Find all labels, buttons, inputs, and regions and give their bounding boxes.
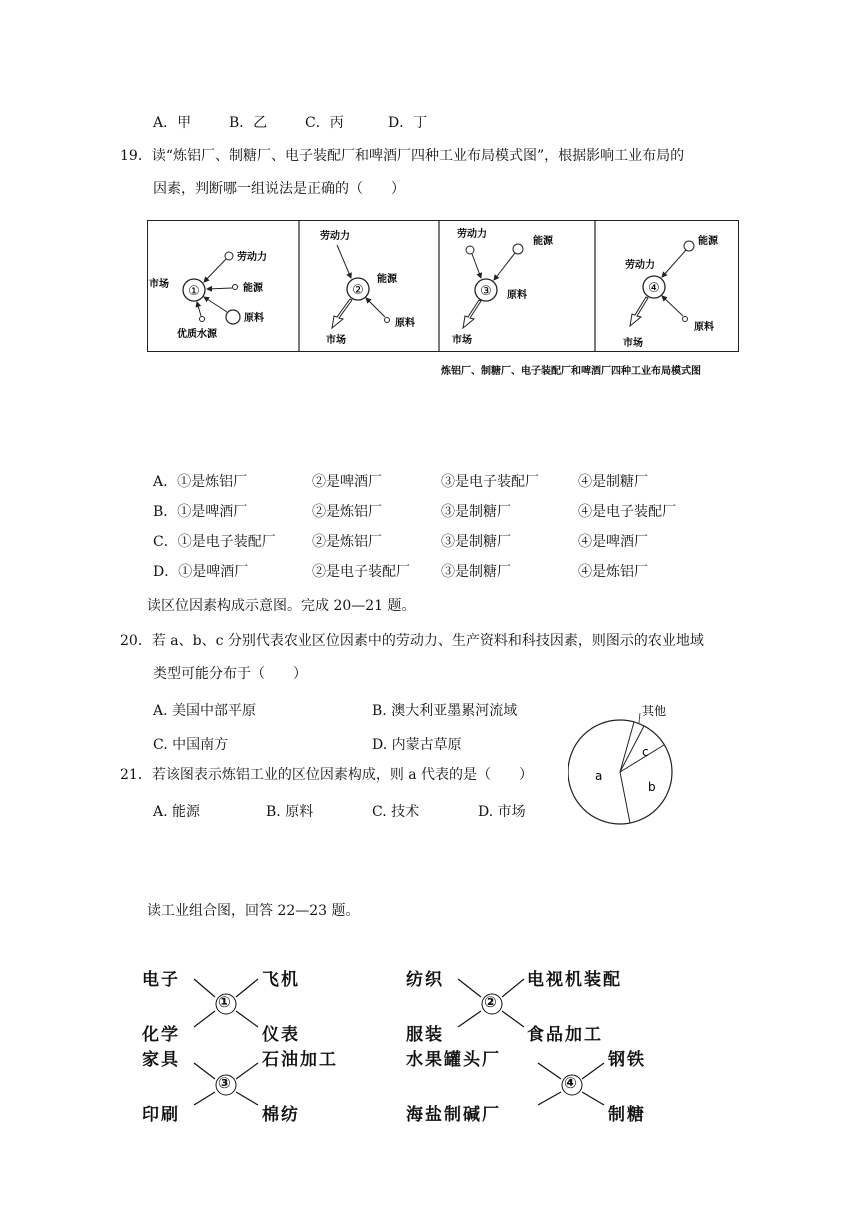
combo1-top-left: 电子 — [142, 970, 180, 990]
panel2-energy-label: 能源 — [377, 274, 397, 285]
q19-option-b-1: B．①是啤酒厂 — [153, 504, 248, 520]
q20-stem-line2: 类型可能分布于（ ） — [153, 666, 307, 682]
q21-option-d: D. 市场 — [478, 804, 526, 820]
q21-option-a: A. 能源 — [153, 804, 201, 820]
panel3-output-arrow — [463, 300, 481, 328]
combo3-bottom-right: 棉纺 — [262, 1105, 300, 1125]
combo2-top-right: 电视机装配 — [527, 970, 622, 990]
combo4-num: ④ — [564, 1074, 577, 1092]
panel3-material-label: 原料 — [507, 290, 527, 301]
pie-label-b: b — [648, 780, 656, 794]
pie-label-other: 其他 — [642, 704, 667, 718]
combo1-bottom-right: 仪表 — [262, 1025, 300, 1045]
q19-option-d-1: D．①是啤酒厂 — [153, 564, 249, 580]
combo2-top-left: 纺织 — [406, 970, 444, 990]
panel2-labor-label: 劳动力 — [320, 231, 350, 242]
q19-stem-line2: 因素，判断哪一组说法是正确的（ ） — [153, 181, 405, 197]
q19-option-c-4: ④是啤酒厂 — [578, 534, 648, 550]
panel1-material-label: 原料 — [244, 313, 264, 324]
panel1-market-label: 市场 — [149, 279, 169, 290]
q19-option-d-4: ④是炼铝厂 — [578, 564, 648, 580]
panel4-market-label: 市场 — [623, 338, 643, 349]
intro-20-21: 读区位因素构成示意图。完成 20—21 题。 — [147, 598, 416, 614]
q19-option-a-2: ②是啤酒厂 — [312, 474, 382, 490]
combo1-top-right: 飞机 — [262, 970, 300, 990]
panel1-energy-label: 能源 — [243, 283, 263, 294]
combo2-num: ② — [484, 993, 497, 1011]
combo3-top-right: 石油加工 — [262, 1050, 338, 1070]
q18-option-a: A．甲 — [153, 115, 192, 131]
q19-option-c-3: ③是制糖厂 — [441, 534, 511, 550]
combo1-num: ① — [218, 993, 231, 1011]
combo3-bottom-left: 印刷 — [142, 1105, 180, 1125]
q19-option-d-2: ②是电子装配厂 — [312, 564, 410, 580]
panel3-num: ③ — [480, 284, 492, 299]
combo2-bottom-right: 食品加工 — [527, 1025, 603, 1045]
q18-option-b: B．乙 — [229, 115, 268, 131]
intro-22-23: 读工业组合图，回答 22—23 题。 — [147, 903, 360, 919]
q19-option-b-2: ②是炼铝厂 — [312, 504, 382, 520]
panel3-energy-label: 能源 — [533, 236, 553, 247]
layout-model-figure — [147, 220, 739, 352]
q19-stem-line1: 19．读“炼铝厂、制糖厂、电子装配厂和啤酒厂四种工业布局模式图”，根据影响工业布局的 — [120, 148, 685, 164]
q19-option-a-3: ③是电子装配厂 — [441, 474, 539, 490]
pie-label-a: a — [595, 769, 603, 783]
combo4-bottom-right: 制糖 — [608, 1105, 646, 1125]
combo1-bottom-left: 化学 — [142, 1025, 180, 1045]
q19-option-a-4: ④是制糖厂 — [578, 474, 648, 490]
combo4-bottom-left: 海盐制碱厂 — [406, 1105, 501, 1125]
q20-option-d: D. 内蒙古草原 — [372, 737, 462, 753]
q20-stem-line1: 20．若 a、b、c 分别代表农业区位因素中的劳动力、生产资料和科技因素，则图示的农业地域 — [120, 633, 704, 649]
layout-model-svg — [147, 220, 739, 352]
combo2-bottom-left: 服装 — [406, 1025, 444, 1045]
q19-option-b-3: ③是制糖厂 — [441, 504, 511, 520]
q18-option-d: D．丁 — [388, 115, 428, 131]
combo4-top-right: 钢铁 — [608, 1050, 646, 1070]
q20-option-a: A. 美国中部平原 — [153, 703, 257, 719]
panel4-num: ④ — [648, 281, 660, 296]
panel4-labor-label: 劳动力 — [625, 260, 655, 271]
panel3-labor-label: 劳动力 — [457, 229, 487, 240]
panel4-material-label: 原料 — [694, 322, 714, 333]
combo4-top-left: 水果罐头厂 — [406, 1050, 501, 1070]
panel3-market-label: 市场 — [452, 335, 472, 346]
combo3-num: ③ — [218, 1074, 231, 1092]
panel4-output-arrow — [630, 297, 648, 326]
panel2-output-arrow — [332, 299, 352, 328]
q19-option-a-1: A．①是炼铝厂 — [153, 474, 248, 490]
location-factor-pie — [568, 700, 718, 850]
q21-option-b: B. 原料 — [266, 804, 314, 820]
q21-option-c: C. 技术 — [372, 804, 420, 820]
panel4-energy-label: 能源 — [698, 236, 718, 247]
panel1-water-label: 优质水源 — [177, 329, 217, 340]
q19-option-c-1: C．①是电子装配厂 — [153, 534, 276, 550]
q20-option-b: B. 澳大利亚墨累河流域 — [372, 703, 518, 719]
panel2-num: ② — [352, 283, 364, 298]
pie-label-c: c — [642, 745, 649, 759]
q19-option-c-2: ②是炼铝厂 — [312, 534, 382, 550]
panel2-material-label: 原料 — [395, 318, 415, 329]
figure-caption: 炼铝厂、制糖厂、电子装配厂和啤酒厂四种工业布局模式图 — [441, 366, 701, 377]
panel1-labor-label: 劳动力 — [237, 252, 267, 263]
combo3-top-left: 家具 — [142, 1050, 180, 1070]
q18-option-c: C．丙 — [305, 115, 344, 131]
panel1-num: ① — [188, 284, 200, 299]
panel2-market-label: 市场 — [326, 335, 346, 346]
q21-stem: 21．若该图表示炼铝工业的区位因素构成，则 a 代表的是（ ） — [120, 767, 534, 783]
q20-option-c: C. 中国南方 — [153, 737, 229, 753]
q19-option-d-3: ③是制糖厂 — [441, 564, 511, 580]
q19-option-b-4: ④是电子装配厂 — [578, 504, 676, 520]
